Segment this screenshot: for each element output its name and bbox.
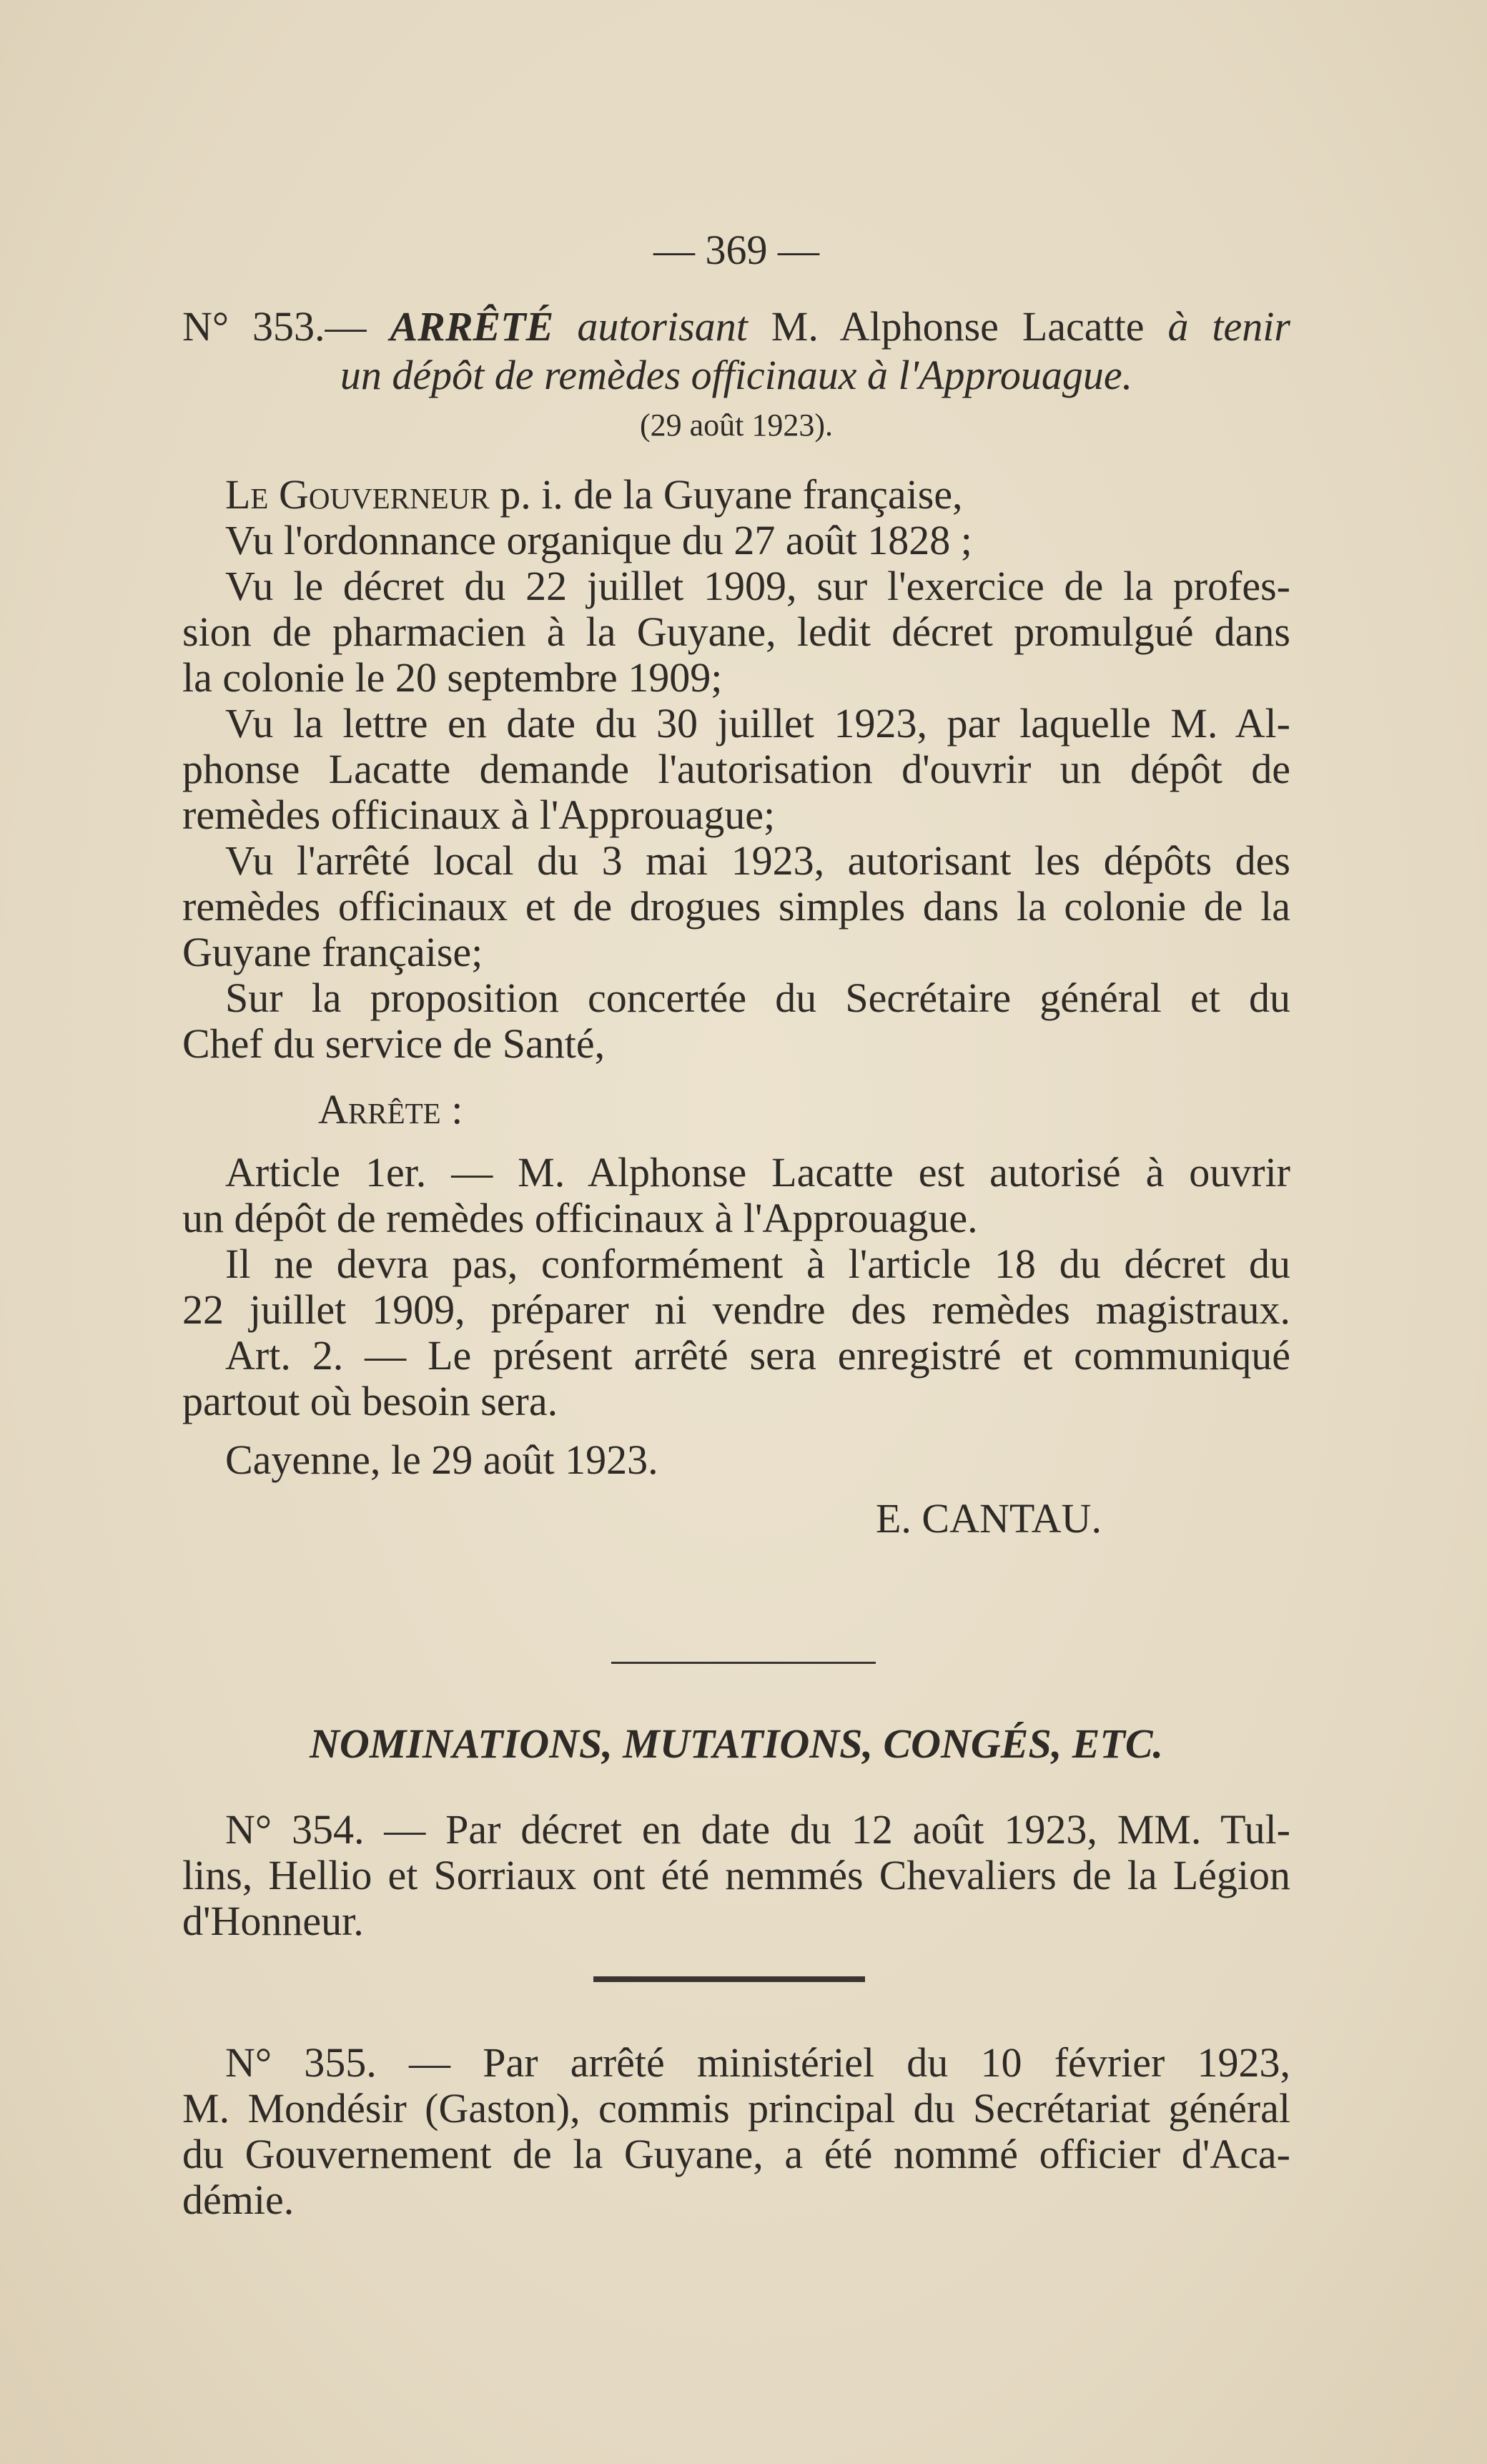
- gouverneur-rest: p. i. de la Guyane française,: [489, 471, 963, 518]
- article-2-line-1: Art. 2. — Le présent arrêté sera enregistré et communiqué: [225, 1332, 1290, 1379]
- vu-lettre-line-3: remèdes officinaux à l'Approuague;: [182, 792, 776, 838]
- vu-lettre-line-1: Vu la lettre en date du 30 juillet 1923, par laquelle M. Al-: [225, 700, 1290, 746]
- arrete-date: (29 août 1923).: [639, 408, 834, 443]
- arrete-heading: Arrête :: [318, 1086, 463, 1133]
- il-ne-devra-line-1: Il ne devra pas, conformément à l'article 18 du décret du: [225, 1241, 1290, 1287]
- separator-bar: [593, 1976, 865, 1982]
- item-354-line-3: d'Honneur.: [182, 1898, 364, 1944]
- arrete-title-name: M. Alphonse Lacatte: [771, 303, 1145, 350]
- vu-arrete-line-1: Vu l'arrêté local du 3 mai 1923, autorisant les dépôts des: [225, 837, 1290, 884]
- gouverneur-line: [182, 472, 1290, 518]
- item-355-line-1: N° 355. — Par arrêté ministériel du 10 février 1923,: [225, 2039, 1290, 2086]
- vu-lettre-line-2: phonse Lacatte demande l'autorisation d'ouvrir un dépôt de: [182, 746, 1290, 792]
- page-number: — 369 —: [653, 227, 819, 273]
- arrete-keyword: ARRÊTÉ: [390, 303, 554, 350]
- vu-decret-line-3: la colonie le 20 septembre 1909;: [182, 654, 723, 701]
- place-date: Cayenne, le 29 août 1923.: [225, 1436, 658, 1483]
- item-354-line-2: lins, Hellio et Sorriaux ont été nemmés Chevaliers de la Légion: [182, 1852, 1290, 1898]
- signature: E. CANTAU.: [876, 1495, 1102, 1542]
- item-355-line-4: démie.: [182, 2177, 295, 2223]
- arrete-353-body: [182, 472, 1290, 1542]
- gouverneur-title: Le Gouverneur: [225, 471, 490, 518]
- arrete-title-a: autorisant: [553, 303, 771, 350]
- item-355-line-2: M. Mondésir (Gaston), commis principal du Secrétariat général: [182, 2085, 1290, 2132]
- vu-arrete-line-3: Guyane française;: [182, 929, 483, 975]
- arrete-title-line-1: [182, 304, 1290, 350]
- sur-proposition-line-2: Chef du service de Santé,: [182, 1020, 606, 1067]
- article-1-line-1: Article 1er. — M. Alphonse Lacatte est autorisé à ouvrir: [225, 1149, 1290, 1196]
- item-354-line-1: N° 354. — Par décret en date du 12 août 1923, MM. Tul-: [225, 1806, 1290, 1853]
- item-355-line-3: du Gouvernement de la Guyane, a été nommé officier d'Aca-: [182, 2131, 1290, 2177]
- article-2-line-2: partout où besoin sera.: [182, 1378, 558, 1424]
- separator-rule: [611, 1662, 876, 1664]
- section-title: NOMINATIONS, MUTATIONS, CONGÉS, ETC.: [309, 1720, 1164, 1767]
- article-1-line-2: un dépôt de remèdes officinaux à l'Approuague.: [182, 1195, 978, 1241]
- arrete-title-line-2: un dépôt de remèdes officinaux à l'Approuague.: [340, 352, 1133, 398]
- vu-decret-line-2: sion de pharmacien à la Guyane, ledit décret promulgué dans: [182, 608, 1290, 655]
- arrete-353-title: [182, 304, 1290, 447]
- arrete-number: N° 353.—: [182, 303, 390, 350]
- item-354: [182, 1807, 1290, 1944]
- il-ne-devra-line-2: 22 juillet 1909, préparer ni vendre des remèdes magistraux.: [182, 1286, 1290, 1333]
- vu-arrete-line-2: remèdes officinaux et de drogues simples dans la colonie de la: [182, 883, 1290, 930]
- vu-ordonnance: Vu l'ordonnance organique du 27 août 1828 ;: [225, 517, 972, 563]
- arrete-title-b: à tenir: [1144, 303, 1290, 350]
- vu-decret-line-1: Vu le décret du 22 juillet 1909, sur l'exercice de la profes-: [225, 563, 1290, 609]
- sur-proposition-line-1: Sur la proposition concertée du Secrétaire général et du: [225, 975, 1290, 1021]
- item-355: [182, 2040, 1290, 2223]
